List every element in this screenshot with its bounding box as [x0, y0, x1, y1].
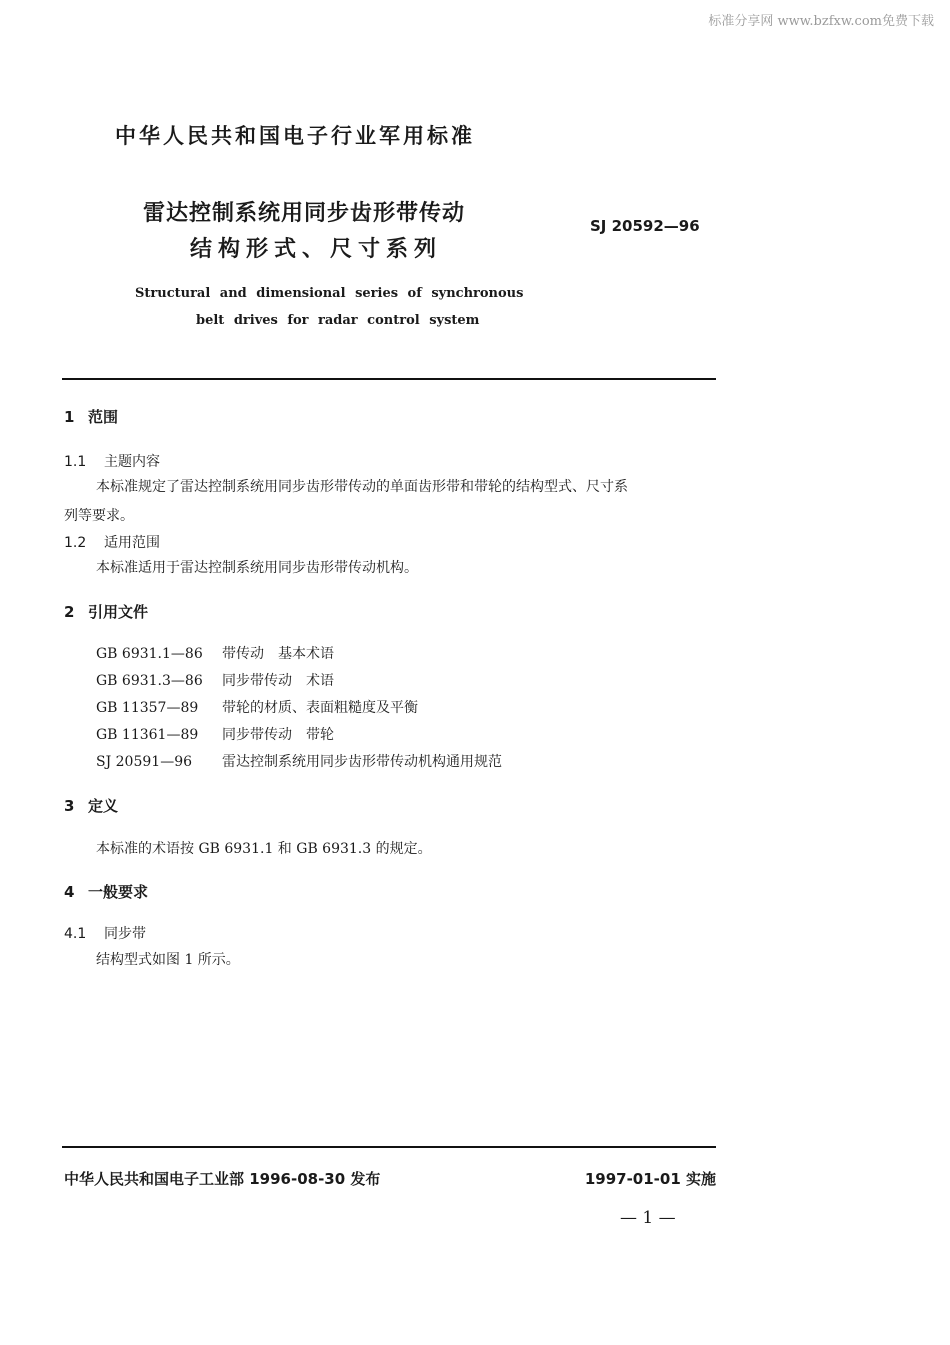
section-title: 范围: [88, 408, 119, 426]
section-3-heading: [64, 795, 118, 816]
reference-item: [96, 670, 334, 690]
reference-title: 带轮的材质、表面粗糙度及平衡: [222, 700, 418, 716]
english-title-line1: Structural and dimensional series of synchronous: [135, 286, 524, 301]
reference-item: [96, 751, 502, 771]
reference-title: 带传动 基本术语: [222, 646, 334, 662]
section-number: 1: [64, 408, 75, 426]
section-title: 一般要求: [88, 883, 149, 901]
reference-title: 同步带传动 带轮: [222, 727, 334, 743]
reference-code: GB 11361—89: [96, 727, 199, 743]
section-title: 引用文件: [88, 603, 149, 621]
paragraph: 本标准适用于雷达控制系统用同步齿形带传动机构。: [96, 560, 418, 576]
reference-item: [96, 724, 334, 744]
effective-date: 1997-01-01 实施: [584, 1170, 716, 1188]
watermark: 标准分享网 www.bzfxw.com免费下载: [708, 14, 934, 29]
paragraph: 本标准规定了雷达控制系统用同步齿形带传动的单面齿形带和带轮的结构型式、尺寸系: [96, 479, 628, 495]
section-1-1-heading: [64, 451, 160, 471]
section-title: 定义: [88, 797, 119, 815]
reference-item: [96, 643, 334, 663]
section-title: 同步带: [104, 926, 146, 942]
section-number: 4: [64, 883, 75, 901]
reference-code: GB 6931.3—86: [96, 673, 203, 689]
section-number: 1.1: [64, 454, 87, 470]
top-divider: [62, 378, 716, 380]
section-1-heading: [64, 406, 118, 427]
section-4-1-heading: [64, 923, 146, 943]
reference-code: GB 6931.1—86: [96, 646, 203, 662]
page-number: — 1 —: [620, 1208, 676, 1228]
section-4-heading: [64, 881, 148, 902]
doc-title-line2: 结构形式、尺寸系列: [190, 237, 443, 262]
section-number: 1.2: [64, 535, 87, 551]
bottom-divider: [62, 1146, 716, 1148]
section-number: 4.1: [64, 926, 87, 942]
reference-code: SJ 20591—96: [96, 754, 193, 770]
paragraph-continuation: 列等要求。: [64, 508, 134, 524]
issue-date: 中华人民共和国电子工业部 1996-08-30 发布: [64, 1170, 381, 1188]
section-1-2-heading: [64, 532, 160, 552]
english-title-line2: belt drives for radar control system: [196, 313, 480, 328]
paragraph: 结构型式如图 1 所示。: [96, 952, 240, 968]
paragraph: 本标准的术语按 GB 6931.1 和 GB 6931.3 的规定。: [96, 841, 432, 857]
standard-header: 中华人民共和国电子行业军用标准: [115, 124, 475, 148]
section-number: 3: [64, 797, 75, 815]
doc-title-line1: 雷达控制系统用同步齿形带传动: [143, 201, 466, 226]
reference-code: GB 11357—89: [96, 700, 199, 716]
reference-item: [96, 697, 418, 717]
section-title: 主题内容: [104, 454, 160, 470]
reference-title: 雷达控制系统用同步齿形带传动机构通用规范: [222, 754, 502, 770]
standard-code: SJ 20592—96: [590, 217, 700, 235]
reference-title: 同步带传动 术语: [222, 673, 334, 689]
section-2-heading: [64, 601, 148, 622]
section-number: 2: [64, 603, 75, 621]
section-title: 适用范围: [104, 535, 160, 551]
